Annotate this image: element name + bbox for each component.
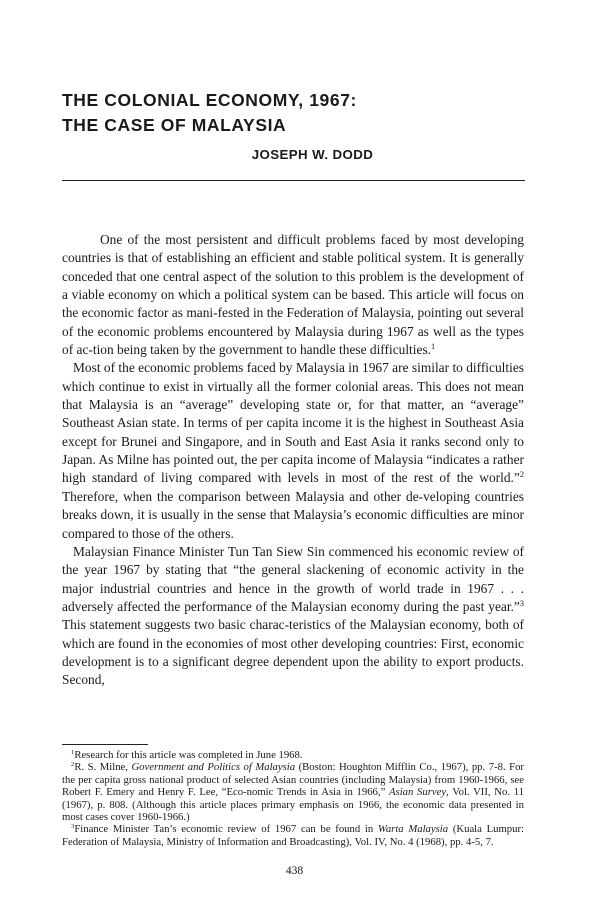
footnote-mark: 2 xyxy=(71,761,75,769)
book-title: Government and Politics of Malaysia xyxy=(131,761,296,774)
footnote-3 xyxy=(62,823,524,848)
footnote-1 xyxy=(62,749,524,761)
article-body xyxy=(62,231,524,690)
footnote-text: , Vol. VII, No. 11 (1967), p. 808. (Although this article places primary emphasis on 1966, the economic data presented in most cases cover 1960-1966.) xyxy=(62,786,524,824)
paragraph-text: Therefore, when the comparison between Malaysia and other de-veloping countries breaks down, it is usually in the sense that Malaysia’s economic difficulties are minor compared to those of the others. xyxy=(62,488,524,541)
footnote-ref-1: 1 xyxy=(431,341,436,351)
footnote-text: R. S. Milne, xyxy=(74,761,132,774)
footnote-ref-3: 3 xyxy=(519,598,524,608)
paragraph-text: Most of the economic problems faced by Malaysia in 1967 are similar to difficulties which continue to exist in virtually all the former colonial areas. This does not mean that Malaysia is an “average” developing state or, for that matter, an “average” Southeast Asian state. In terms of per capita income it is the highest in Southeast Asia except for Brunei and Singapore, and in South and East Asia it ranks second only to Japan. As Milne has pointed out, the per capita income of Malaysia “indicates a rather high standard of living compared with levels in most of the rest of the world.” xyxy=(62,360,524,486)
journal-title: Asian Survey xyxy=(389,786,447,799)
footnote-text: Finance Minister Tan’s economic review of 1967 can be found in xyxy=(74,823,378,836)
body-paragraph-2 xyxy=(62,359,524,542)
footnote-text: (Kuala Lumpur: Federation of Malaysia, Ministry of Information and Broadcasting), Vol. IV, No. 4 (1968), pp. 4-5, 7. xyxy=(62,823,524,848)
author-name: JOSEPH W. DODD xyxy=(251,147,374,162)
footnote-divider xyxy=(62,744,148,745)
footnote-mark: 1 xyxy=(71,748,75,756)
page-number: 438 xyxy=(285,865,304,877)
footnotes xyxy=(62,749,524,848)
body-paragraph-3 xyxy=(62,543,524,690)
body-paragraph-1 xyxy=(62,231,524,359)
footnote-2 xyxy=(62,761,524,823)
paragraph-text: Malaysian Finance Minister Tun Tan Siew Sin commenced his economic review of the year 1967 by stating that “the general slackening of economic activity in the major industrial countries and hence in the growth of world trade in 1967 . . . adversely affected the performance of the Malaysian economy during the past year.” xyxy=(62,543,524,614)
footnote-text: (Boston: Houghton Mifflin Co., 1967), pp. 7-8. For the per capita gross national product of selected Asian countries (including Malaysia) from 1960-1966, see Robert F. Emery and Henry F. Lee, “Eco-nomic Trends in Asia in 1966,” xyxy=(62,761,524,799)
footnote-ref-2: 2 xyxy=(519,470,524,480)
article-title-line-1: THE COLONIAL ECONOMY, 1967: xyxy=(62,90,357,110)
footnote-text: Research for this article was completed in June 1968. xyxy=(74,749,303,761)
article-title-line-2: THE CASE OF MALAYSIA xyxy=(62,115,287,135)
paragraph-text: One of the most persistent and difficult problems faced by most developing countries is that of establishing an efficient and stable political system. It is generally conceded that one central aspect of the solution to this problem is the development of a viable economy on which a political system can be based. This article will focus on the economic factor as mani-fested in the Federation of Malaysia, pointing out several of the economic problems encountered by Malaysia during 1967 as well as the types of ac-tion being taken by the government to handle these difficulties. xyxy=(62,232,524,358)
publication-title: Warta Malaysia xyxy=(377,823,449,836)
paragraph-text: This statement suggests two basic charac-teristics of the Malaysian economy, both of which are found in the economies of most other developing countries: First, economic development is to a significant degree dependent upon the ability to export products. Second, xyxy=(62,617,524,688)
footnote-mark: 3 xyxy=(71,823,75,831)
title-divider xyxy=(62,180,525,181)
